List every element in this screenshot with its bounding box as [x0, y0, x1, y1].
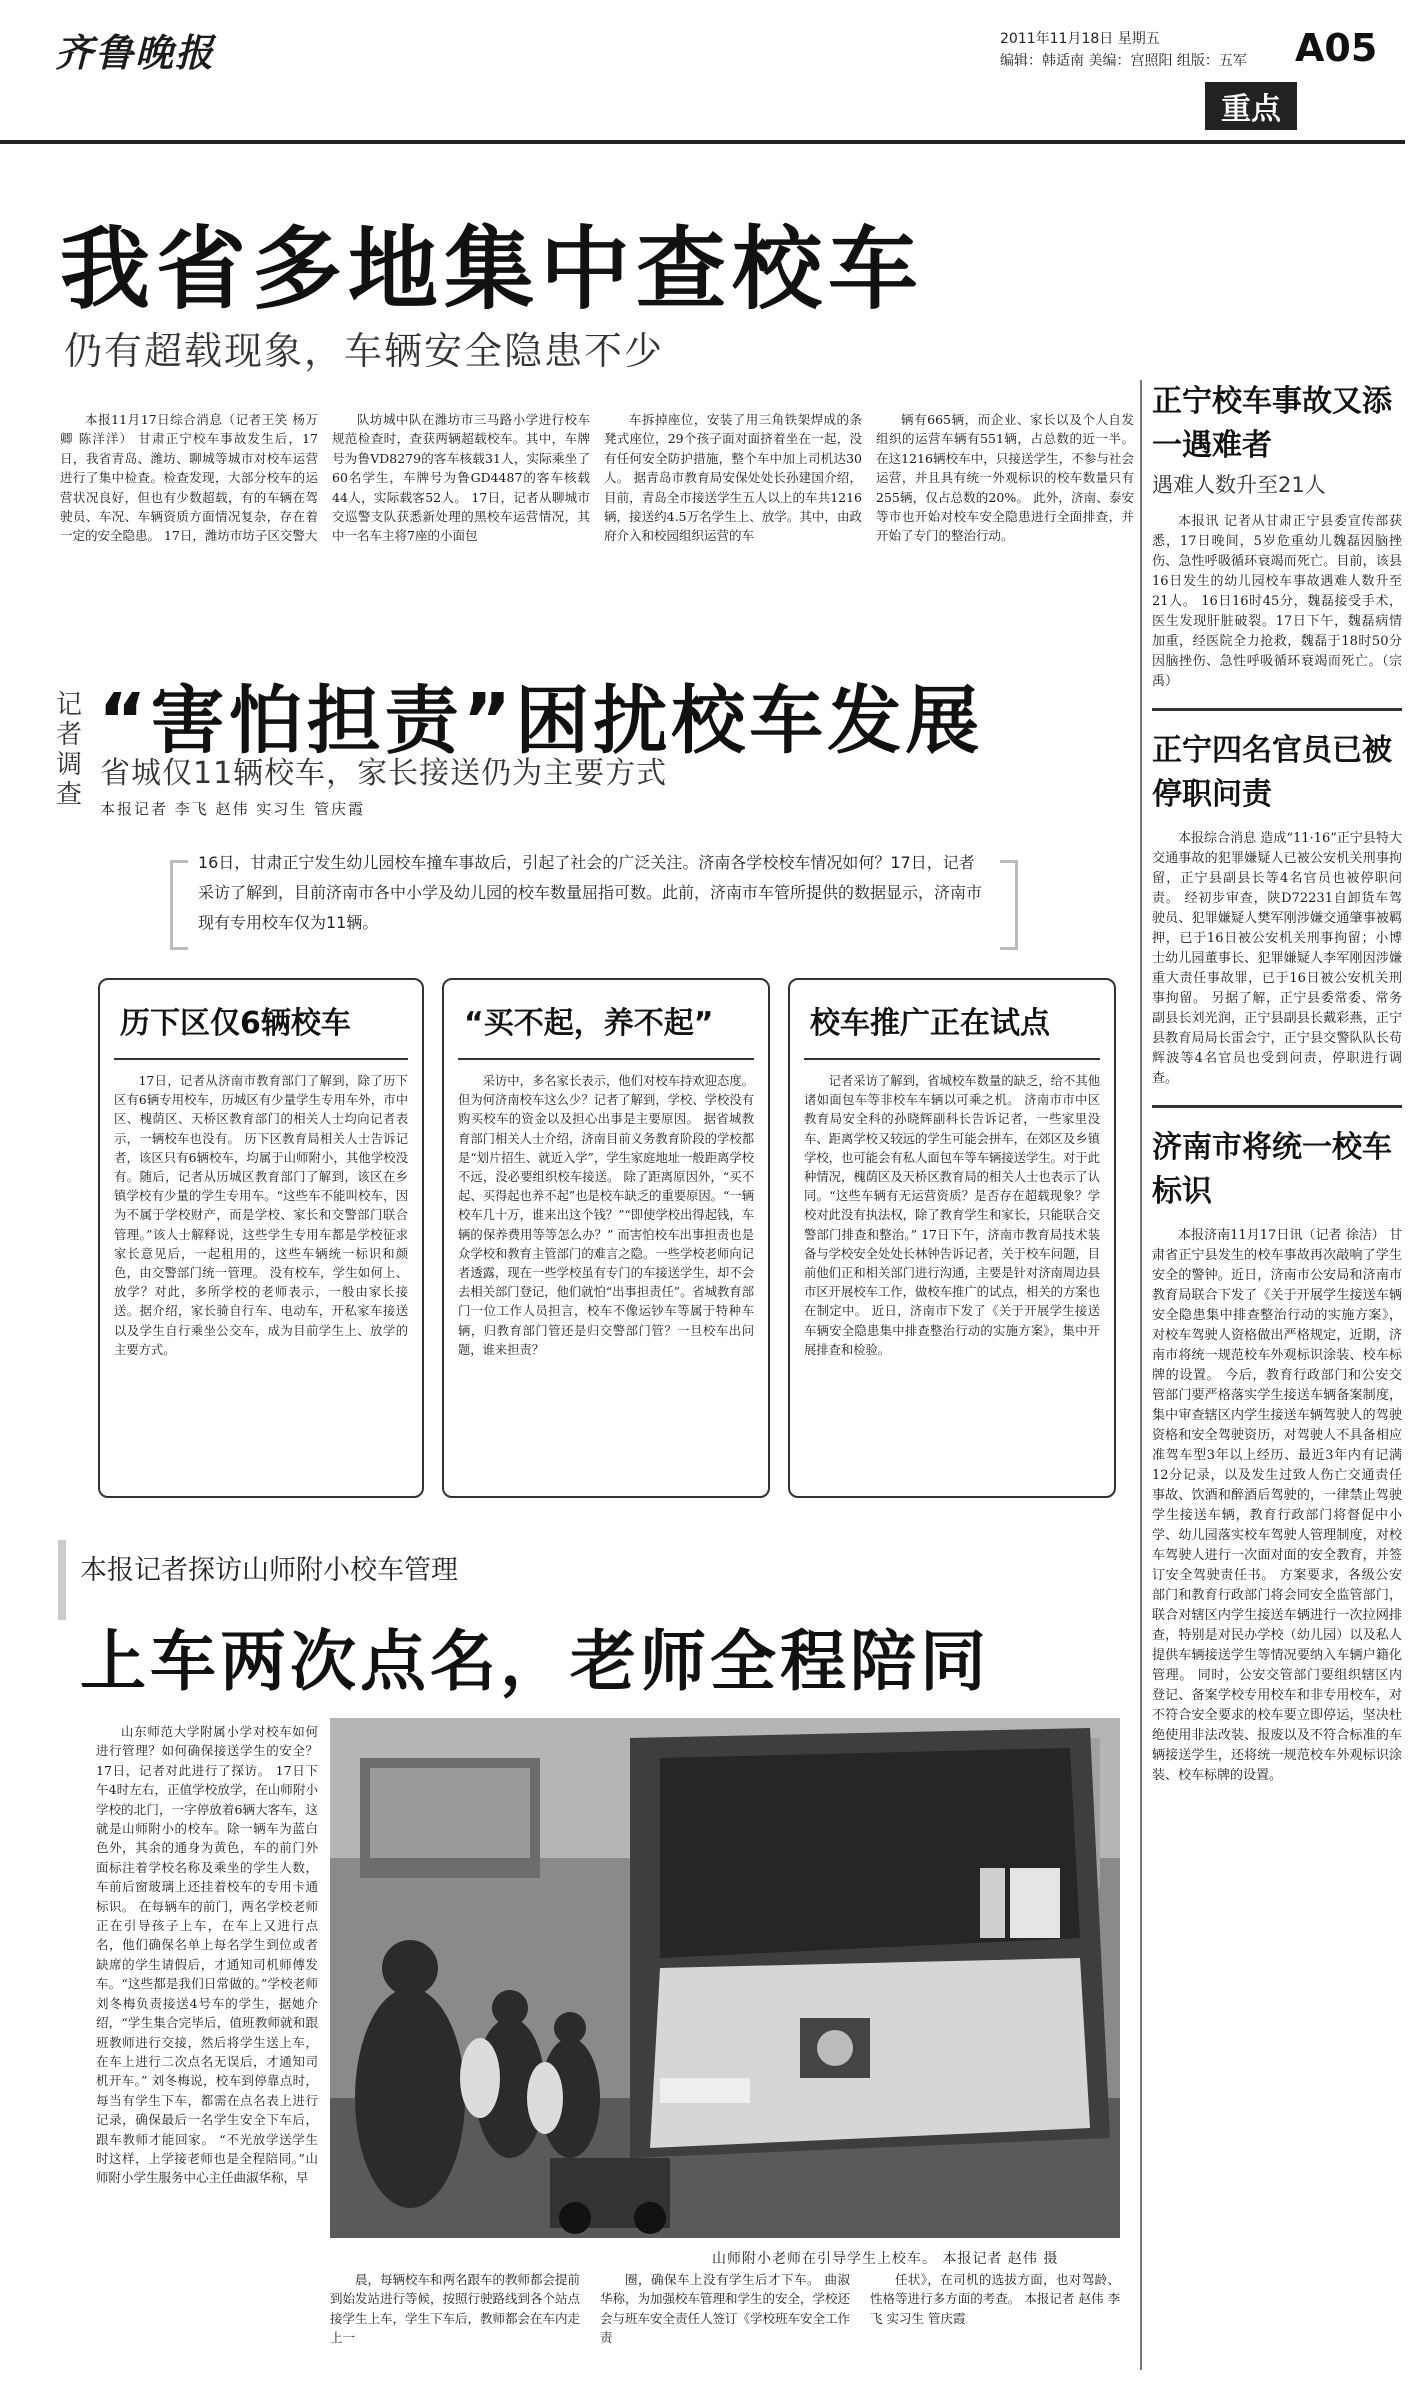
page-number: A05 [1295, 26, 1378, 70]
school-bus-photo [330, 1718, 1120, 2238]
masthead-logo: 齐鲁晚报 [55, 30, 216, 75]
box-text: 17日，记者从济南市教育部门了解到，除了历下区有6辆专用校车，历城区有少量学生专用车外，市中区、槐荫区、天桥区教育部门的相关人士均向记者表示，一辆校车也没有。 历下区教育局相关人士告诉记者，该区只有6辆校车，均属于山师附小，其他学校没有。随后，记者从历城区教育部门了解到，该区在乡镇学校有少量的学生专用车。“这些车不能叫校车，因为不属于学校财产，而是学校、家长和交警部门联合管理。”该人士解释说，这些学生专用车都是学校征求家长意见后，一起租用的，这些车辆统一标识和颜色，由交警部门统一管理。 没有校车，学生如何上、放学？对此，多所学校的老师表示，一般由家长接送。据介绍，家长骑自行车、电动车，开私家车接送以及学生自行乘坐公交车，成为目前学生上、放学的主要方式。 [114, 1074, 408, 1357]
section3-column: 山东师范大学附属小学对校车如何进行管理？如何确保接送学生的安全？17日，记者对此进行了探访。 17日下午4时左右，正值学校放学，在山师附小学校的北门，一字停放着6辆大客车，这就是山师附小的校车。除一辆车为蓝白色外，其余的通身为黄色，车的前门外面标注着学校名称及乘坐的学生人数，车前后窗玻璃上还挂着校车的专用卡通标识。 在每辆车的前门，两名学校老师正在引导孩子上车，在车上又进行点名，他们确保名单上每名学生到位或者缺席的学生请假后，才通知司机师傅发车。“这些都是我们日常做的。”学校老师刘冬梅负责接送4号车的学生，据她介绍，“学生集合完毕后，值班教师就和跟班教师进行交接，然后将学生送上车，在车上进行二次点名无误后，才通知司机开车。” 刘冬梅说，校车到停靠点时，每当有学生下车，都需在点名表上进行记录，确保最后一名学生安全下车后，跟车教师才能回家。 “不光放学送学生时这样，上学接老师也是全程陪同。”山师附小学生服务中心主任曲淑华称，早 [96, 1724, 318, 2186]
section2-byline: 本报记者 李飞 赵伟 实习生 管庆霞 [100, 800, 366, 818]
sidebar-story-body: 本报综合消息 造成“11·16”正宁县特大交通事故的犯罪嫌疑人已被公安机关刑事拘留，正宁县副县长等4名官员也被停职问责。 经初步审查，陕D72231自卸货车驾驶员、犯罪嫌疑人樊军刚涉嫌交通肇事被羁押，已于16日被公安机关刑事拘留；小博士幼儿园董事长、犯罪嫌疑人李军刚因涉嫌重大责任事故罪，已于16日被公安机关刑事拘留。 另据了解，正宁县委常委、常务副县长刘光润，正宁县副县长戴彩燕，正宁县教育局局长雷会宁，正宁县交警队队长苟辉波等4名官员也受到问责，停职进行调查。 [1152, 831, 1402, 1086]
box-text: 采访中，多名家长表示，他们对校车持欢迎态度。但为何济南校车这么少？记者了解到，学校、学校没有购买校车的资金以及担心出事是主要原因。 据省城教育部门相关人士介绍，济南目前义务教育阶段的学校都是“划片招生、就近入学”，学生家庭地址一般距离学校不远，没必要组织校车接送。 除了距离原因外，“买不起、买得起也养不起”也是校车缺乏的重要原因。“一辆校车几十万，谁来出这个钱？”“即使学校出得起钱，车辆的保养费用等等怎么办？” 而害怕校车出事担责也是众学校和教育主管部门的难言之隐。一些学校老师向记者透露，现在一些学校虽有专门的车接送学生，却不会去相关部门登记，他们就怕“出事担责任”。省城教育部门一位工作人员担言，校车不像运钞车等属于特种车辆，归教育部门管还是归交警部门管？一旦校车出问题，谁来担责？ [458, 1074, 754, 1357]
box-title: 历下区仅6辆校车 [120, 1006, 351, 1041]
sidebar-divider [1152, 708, 1402, 711]
main-subhead: 仍有超载现象，车辆安全隐患不少 [64, 329, 665, 373]
sidebar-story-title: 济南市将统一校车标识 [1152, 1130, 1392, 1209]
section3-kicker: 本报记者探访山师附小校车管理 [80, 1555, 458, 1586]
sidebar-box [788, 978, 1116, 1498]
sidebar-story [1152, 729, 1402, 1089]
news-sidebar [1152, 380, 1402, 2370]
date-line: 2011年11月18日 星期五 [1000, 31, 1160, 47]
section2-headline: “害怕担责”困扰校车发展 [98, 678, 984, 764]
photo-caption: 山师附小老师在引导学生上校车。 本报记者 赵伟 摄 [712, 2251, 1059, 2267]
sidebar-story-body: 本报济南11月17日讯（记者 徐洁） 甘肃省正宁县发生的校车事故再次敲响了学生安全的警钟。近日，济南市公安局和济南市教育局联合下发了《关于开展学生接送车辆安全隐患集中排查整治行动的实施方案》，对校车驾驶人资格做出严格规定，近期，济南市将统一规范校车外观标识涂装、校车标牌的设置。 今后，教育行政部门和公安交管部门要严格落实学生接送车辆备案制度，集中审查辖区内学生接送车辆驾驶人的驾驶资格和安全驾驶资历，对驾驶人不具备相应准驾车型3年以上经历、最近3年内有记满12分记录，以及发生过致人伤亡交通责任事故、饮酒和醉酒后驾驶的，一律禁止驾驶学生接送车辆，教育行政部门将督促中小学、幼儿园落实校车驾驶人管理制度，对校车驾驶人进行一次面对面的安全教育，并签订安全驾驶责任书。 方案要求，各级公安部门和教育行政部门将会同安全监管部门，联合对辖区内学生接送车辆进行一次拉网排查，特别是对民办学校（幼儿园）以及私人提供车辆接送学生等情况要纳入车辆户籍化管理。 同时，公安交管部门要组织辖区内登记、备案学校专用校车和非专用校车，对不符合安全要求的校车要立即停运，坚决杜绝使用非法改装、报废以及不符合标准的车辆接送学生，还将统一规范校车外观标识涂装、校车标牌的设置。 [1152, 1228, 1402, 1783]
section2-subhead: 省城仅11辆校车，家长接送仍为主要方式 [100, 756, 668, 791]
sidebar-story-subtitle: 遇难人数升至21人 [1152, 473, 1326, 497]
section3-bar [58, 1540, 66, 1620]
section3-column: 任状》，在司机的选拔方面，也对驾龄、性格等进行多方面的考查。 本报记者 赵伟 李飞 实习生 管庆霞 [870, 2272, 1120, 2326]
box-rule [458, 1058, 754, 1060]
sidebar-box [98, 978, 424, 1498]
sidebar-story-title: 正宁四名官员已被停职问责 [1152, 733, 1392, 812]
box-text: 记者采访了解到，省城校车数量的缺乏，给不其他诸如面包车等非校车车辆以可乘之机。 济南市市中区教育局安全科的孙晓辉副科长告诉记者，一些家里没车、距离学校又较远的学生可能会拼车，在郊区及乡镇学校，也可能会有私人面包车等车辆接送学生。对于此种情况，槐荫区及天桥区教育局的相关人士也表示了认同。“这些车辆有无运营资质？是否存在超载现象？学校对此没有执法权，除了教育学生和家长，只能联合交警部门排查和整治。” 17日下午，济南市教育局技术装备与学校安全处处长林钟告诉记者，关于校车问题，目前他们正和相关部门进行沟通，主要是针对济南周边县市区开展校车工作，做校车推广的试点，相关的方案也在制定中。 近日，济南市下发了《关于开展学生接送车辆安全隐患集中排查整治行动的实施方案》，集中开展排查和检验。 [804, 1074, 1100, 1357]
section-badge: 重点 [1205, 82, 1297, 130]
main-column: 辆有665辆，而企业、家长以及个人自发组织的运营车辆有551辆，占总数的近一半。在这1216辆校车中，只接送学生，不参与社会运营，并且具有统一外观标识的校车数量只有255辆，仅占总数的20%。 此外，济南、泰安等市也开始对校车安全隐患进行全面排查，并开始了专门的整治行动。 [876, 412, 1134, 544]
sidebar-story-body: 本报讯 记者从甘肃正宁县委宣传部获悉，17日晚间，5岁危重幼儿魏磊因脑挫伤、急性呼吸循环衰竭而死亡。目前，该县16日发生的幼儿园校车事故遇难人数升至21人。 16日16时45分，魏磊接受手术，医生发现肝脏破裂。17日下午，魏磊病情加重，经医院全力抢救，魏磊于18时50分因脑挫伤、急性呼吸循环衰竭而死亡。（宗禹） [1152, 514, 1402, 689]
photo-illustration [330, 1718, 1120, 2238]
sidebar-story [1152, 380, 1402, 692]
header-rule [0, 140, 140, 144]
section3-headline: 上车两次点名，老师全程陪同 [80, 1623, 990, 1700]
header-rule [140, 140, 1405, 144]
page-meta [1000, 28, 1247, 72]
sidebar-story [1152, 1126, 1402, 1786]
main-column: 车拆掉座位，安装了用三角铁架焊成的条凳式座位，29个孩子面对面挤着坐在一起，没有任何安全防护措施，整个车中加上司机达30人。 据青岛市教育局安保处处长孙建国介绍，目前，青岛全市接送学生五人以上的车共1216辆，接送约4.5万名学生上、放学。其中，由政府介入和校园组织运营的车 [604, 412, 862, 544]
section-tag: 记者调查 [56, 690, 83, 810]
box-rule [804, 1058, 1100, 1060]
sidebar-rule [1140, 380, 1142, 2370]
box-rule [114, 1058, 408, 1060]
sidebar-divider [1152, 1105, 1402, 1108]
section3-column: 晨，每辆校车和两名跟车的教师都会提前到始发站进行等候，按照行驶路线到各个站点接学生上车，学生下车后，教师都会在车内走上一 [330, 2272, 581, 2346]
intro-text: 16日，甘肃正宁发生幼儿园校车撞车事故后，引起了社会的广泛关注。济南各学校校车情况如何？17日，记者采访了解到，目前济南市各中小学及幼儿园的校车数量屈指可数。此前，济南市车管所提供的数据显示，济南市现有专用校车仅为11辆。 [198, 853, 983, 932]
box-title: 校车推广正在试点 [810, 1006, 1050, 1041]
main-headline: 我省多地集中查校车 [60, 217, 924, 322]
editors-line: 编辑：韩适南 美编：宫照阳 组版：五军 [1000, 53, 1247, 69]
sidebar-story-title: 正宁校车事故又添一遇难者 [1152, 384, 1392, 463]
main-column: 本报11月17日综合消息（记者王笑 杨万卿 陈洋洋） 甘肃正宁校车事故发生后，17日，我省青岛、潍坊、聊城等城市对校车运营进行了集中检查。检查发现，大部分校车的运营状况良好，但也有少数超载，有的车辆在驾驶员、车况、车辆资质方面情况复杂，存在着一定的安全隐患。 17日，潍坊市坊子区交警大 [60, 412, 318, 544]
sidebar-box [442, 978, 770, 1498]
section3-column: 圈，确保车上没有学生后才下车。 曲淑华称，为加强校车管理和学生的安全，学校还会与班车安全责任人签订《学校班车安全工作责 [600, 2272, 851, 2346]
main-column: 队坊城中队在潍坊市三马路小学进行校车规范检查时，查获两辆超载校车。其中，车牌号为鲁VD8279的客车核载31人，实际乘坐了60名学生，车牌号为鲁GD4487的客车核载44人，实际载客52人。 17日，记者从聊城市交巡警支队获悉新处理的黑校车运营情况，其中一名车主将7座的小面包 [332, 412, 590, 544]
box-title: “买不起，养不起” [464, 1006, 714, 1041]
